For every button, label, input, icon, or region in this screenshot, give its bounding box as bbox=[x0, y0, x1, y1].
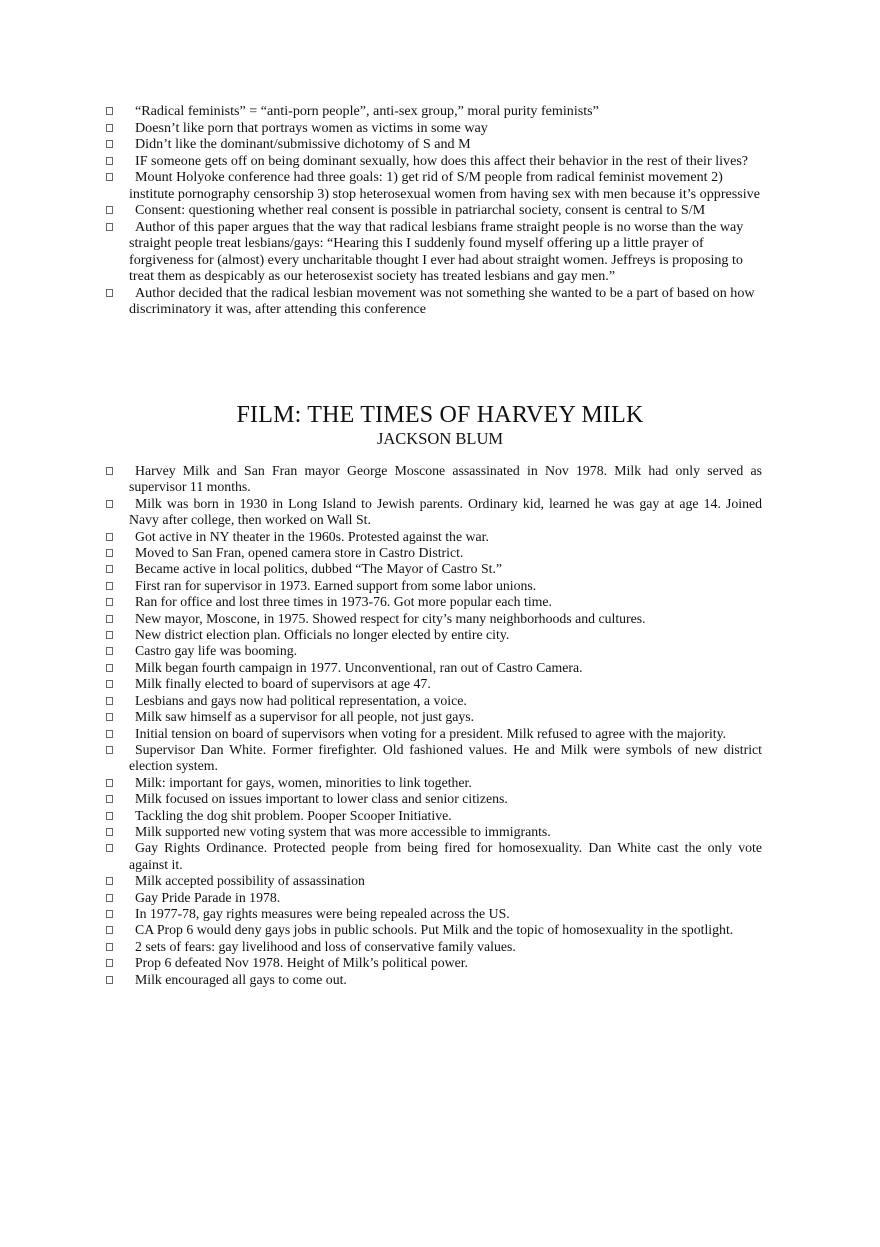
list-item: First ran for supervisor in 1973. Earned support from some labor unions. bbox=[0, 578, 880, 594]
checkbox-bullet-icon bbox=[106, 533, 113, 541]
list-item: Supervisor Dan White. Former firefighter. Old fashioned values. He and Milk were symbols of new district election system. bbox=[0, 742, 880, 775]
list-item: New mayor, Moscone, in 1975. Showed respect for city’s many neighborhoods and cultures. bbox=[0, 611, 880, 627]
list-item: CA Prop 6 would deny gays jobs in public schools. Put Milk and the topic of homosexuality in the spotlight. bbox=[0, 922, 880, 938]
checkbox-bullet-icon bbox=[106, 615, 113, 623]
list-item: Milk focused on issues important to lower class and senior citizens. bbox=[0, 791, 880, 807]
section-title: FILM: THE TIMES OF HARVEY MILK bbox=[236, 402, 644, 428]
list-item: 2 sets of fears: gay livelihood and loss of conservative family values. bbox=[0, 939, 880, 955]
checkbox-bullet-icon bbox=[106, 910, 113, 918]
list-item: Milk finally elected to board of supervisors at age 47. bbox=[0, 676, 880, 692]
checkbox-bullet-icon bbox=[106, 959, 113, 967]
list-item: IF someone gets off on being dominant sexually, how does this affect their behavior in the rest of their lives? bbox=[0, 153, 880, 170]
list-item: Moved to San Fran, opened camera store in Castro District. bbox=[0, 545, 880, 561]
list-item: Mount Holyoke conference had three goals: 1) get rid of S/M people from radical feminist movement 2) institute pornography censorship 3) stop heterosexual women from having sex with men because it’s oppressive bbox=[0, 169, 880, 202]
checkbox-bullet-icon bbox=[106, 943, 113, 951]
checkbox-bullet-icon bbox=[106, 157, 113, 165]
checkbox-bullet-icon bbox=[106, 664, 113, 672]
checkbox-bullet-icon bbox=[106, 795, 113, 803]
list-item: Harvey Milk and San Fran mayor George Moscone assassinated in Nov 1978. Milk had only served as supervisor 11 months. bbox=[0, 463, 880, 496]
checkbox-bullet-icon bbox=[106, 647, 113, 655]
list-item: Doesn’t like porn that portrays women as victims in some way bbox=[0, 120, 880, 137]
checkbox-bullet-icon bbox=[106, 894, 113, 902]
checkbox-bullet-icon bbox=[106, 107, 113, 115]
checkbox-bullet-icon bbox=[106, 206, 113, 214]
list-item: Milk began fourth campaign in 1977. Unconventional, ran out of Castro Camera. bbox=[0, 660, 880, 676]
list-item: New district election plan. Officials no longer elected by entire city. bbox=[0, 627, 880, 643]
list-item: In 1977-78, gay rights measures were being repealed across the US. bbox=[0, 906, 880, 922]
checkbox-bullet-icon bbox=[106, 500, 113, 508]
list-item: Didn’t like the dominant/submissive dichotomy of S and M bbox=[0, 136, 880, 153]
checkbox-bullet-icon bbox=[106, 173, 113, 181]
checkbox-bullet-icon bbox=[106, 582, 113, 590]
list-item: Milk encouraged all gays to come out. bbox=[0, 972, 880, 988]
checkbox-bullet-icon bbox=[106, 549, 113, 557]
list-item: Author of this paper argues that the way that radical lesbians frame straight people is no worse than the way straight people treat lesbians/gays: “Hearing this I suddenly found myself offering up a little prayer of forgiveness for (almost) every uncharitable thought I ever had about straight women. Jeffreys is proposing to treat them as despicably as our heterosexist society has treated lesbians and gay men.” bbox=[0, 219, 880, 285]
checkbox-bullet-icon bbox=[106, 289, 113, 297]
list-item: “Radical feminists” = “anti-porn people”, anti-sex group,” moral purity feminists” bbox=[0, 103, 880, 120]
list-item: Gay Rights Ordinance. Protected people from being fired for homosexuality. Dan White cast the only vote against it. bbox=[0, 840, 880, 873]
list-item: Milk accepted possibility of assassination bbox=[0, 873, 880, 889]
list-item: Initial tension on board of supervisors when voting for a president. Milk refused to agree with the majority. bbox=[0, 726, 880, 742]
checkbox-bullet-icon bbox=[106, 631, 113, 639]
list-item: Milk: important for gays, women, minorities to link together. bbox=[0, 775, 880, 791]
notes-list bbox=[0, 103, 880, 318]
checkbox-bullet-icon bbox=[106, 828, 113, 836]
checkbox-bullet-icon bbox=[106, 746, 113, 754]
list-item: Ran for office and lost three times in 1973-76. Got more popular each time. bbox=[0, 594, 880, 610]
list-item: Tackling the dog shit problem. Pooper Scooper Initiative. bbox=[0, 808, 880, 824]
checkbox-bullet-icon bbox=[106, 812, 113, 820]
list-item: Milk saw himself as a supervisor for all people, not just gays. bbox=[0, 709, 880, 725]
section-author: JACKSON BLUM bbox=[376, 429, 504, 448]
checkbox-bullet-icon bbox=[106, 680, 113, 688]
checkbox-bullet-icon bbox=[106, 598, 113, 606]
checkbox-bullet-icon bbox=[106, 697, 113, 705]
list-item: Author decided that the radical lesbian movement was not something she wanted to be a part of based on how discriminatory it was, after attending this conference bbox=[0, 285, 880, 318]
list-item: Consent: questioning whether real consent is possible in patriarchal society, consent is central to S/M bbox=[0, 202, 880, 219]
checkbox-bullet-icon bbox=[106, 713, 113, 721]
checkbox-bullet-icon bbox=[106, 779, 113, 787]
checkbox-bullet-icon bbox=[106, 926, 113, 934]
checkbox-bullet-icon bbox=[106, 140, 113, 148]
checkbox-bullet-icon bbox=[106, 844, 113, 852]
list-item: Prop 6 defeated Nov 1978. Height of Milk’s political power. bbox=[0, 955, 880, 971]
checkbox-bullet-icon bbox=[106, 467, 113, 475]
checkbox-bullet-icon bbox=[106, 565, 113, 573]
checkbox-bullet-icon bbox=[106, 124, 113, 132]
list-item: Milk supported new voting system that was more accessible to immigrants. bbox=[0, 824, 880, 840]
list-item: Got active in NY theater in the 1960s. Protested against the war. bbox=[0, 529, 880, 545]
checkbox-bullet-icon bbox=[106, 976, 113, 984]
list-item: Milk was born in 1930 in Long Island to Jewish parents. Ordinary kid, learned he was gay at age 14. Joined Navy after college, then worked on Wall St. bbox=[0, 496, 880, 529]
film-notes-list bbox=[0, 463, 880, 988]
checkbox-bullet-icon bbox=[106, 877, 113, 885]
list-item: Lesbians and gays now had political representation, a voice. bbox=[0, 693, 880, 709]
list-item: Castro gay life was booming. bbox=[0, 643, 880, 659]
checkbox-bullet-icon bbox=[106, 223, 113, 231]
list-item: Gay Pride Parade in 1978. bbox=[0, 890, 880, 906]
checkbox-bullet-icon bbox=[106, 730, 113, 738]
list-item: Became active in local politics, dubbed “The Mayor of Castro St.” bbox=[0, 561, 880, 577]
